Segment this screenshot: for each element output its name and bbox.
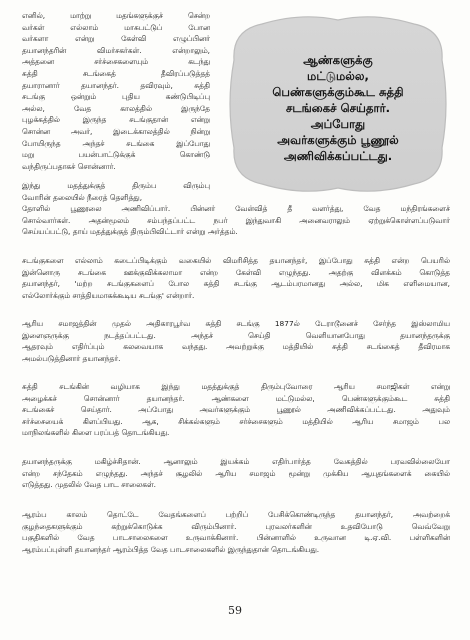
body-paragraph (22, 381, 450, 439)
text-line: ஆரம்பப்புள்ளி தயானந்தர் ஆரம்பித்த வேத பாடசாலைகளில் இருந்துதான் தொடங்கியது. (22, 544, 320, 554)
text-line: இந்து மதத்துக்குத் திரும்ப விரும்பு (22, 181, 210, 190)
text-line: இன்னொரு சடங்கை ஊக்குவிக்கலாமா என்ற கேள்வி எழுந்தது. அதற்கு விளக்கம் கொடுத்த (22, 267, 450, 277)
text-line: மாநிலங்களில் கிளை பரப்பத் தொடங்கியது. (22, 428, 170, 438)
text-line: தோளில் பூணூலை அணிவிப்பார். பின்னர் வேள்வித் தீ வளர்த்து, வேத மந்திரங்களைச் (22, 204, 450, 213)
pull-quote-line: ஆண்களுக்கு (303, 53, 373, 67)
text-line: சடங்குகளை எல்லாம் கடைப்பிடிக்கும் வகையில் விமரிசித்த தயானந்தர், இப்போது சுத்தி என்ற பெயரில் (22, 256, 450, 265)
pull-quote-line: அணிவிக்கப்பட்டது. (283, 149, 393, 163)
text-line: தயானந்தரின் விமர்சகர்கள். என்றாலும், (22, 45, 210, 55)
pull-quote-line: அப்போது (310, 117, 366, 131)
text-line: எல்லோர்க்கும் சாத்தியமாகக்கூடிய சடங்கு' என்றார். (22, 290, 195, 300)
text-line: சர்ச்சையைக் கிளப்பியது. ஆக, சிக்கல்களும் சர்ச்சைகளும் மத்தியில் ஆரிய சமாஜம் பல (22, 416, 450, 426)
pull-quote-line: அவர்களுக்கும் பூணூல் (277, 133, 399, 147)
text-line: புழக்கத்தில் இருந்த சடங்குதான் என்று (22, 115, 210, 125)
text-line: எனில், மாற்று மதங்களுக்குச் சென்ற (22, 11, 210, 20)
text-line: தயாரானார் தயானந்தர். தவிரவும், சுத்தி (22, 80, 210, 90)
text-line: அமல்படுத்தினார் தயானந்தர். (22, 353, 121, 363)
text-line: தயானந்தருக்கு மகிழ்ச்சிதான். ஆனாலும் இயக்கம் எதிர்பார்த்த வேகத்தில் பரவவில்லையோ (22, 457, 450, 466)
text-line: தயானந்தர், 'மற்ற சடங்குகளைப் போல சுத்தி சடங்கு ஆடம்பரமானது அல்ல, மிக எளிமையான, (22, 279, 450, 289)
pull-quote-line: பெண்களுக்கும்கூட சுத்தி (272, 85, 404, 99)
text-line: எடுத்தது. முதலில் வேத பாட சாலைகள். (22, 480, 157, 490)
body-paragraph (22, 180, 210, 203)
page-number: 59 (228, 604, 242, 617)
body-paragraph (22, 456, 450, 491)
text-line: சுத்தி சடங்கைத் தீவிரப்படுத்தத் (22, 68, 210, 78)
text-line: போயிருந்த அந்தச் சடங்கை இப்போது (22, 138, 210, 148)
pull-quote-text (240, 52, 436, 164)
text-line: பகுதிகளில் வேத பாடசாலைகளை உருவாக்கினார். பின்னாளில் உருவான டி.ஏ.வி. பள்ளிகளின் (22, 533, 450, 543)
text-line: அத்தனை சர்ச்சைகளையும் கடந்து (22, 57, 210, 67)
body-paragraph (22, 318, 450, 364)
text-line: சடங்கைச் செய்தார். அப்போது அவர்களுக்கும் பூணூல் அணிவிக்கப்பட்டது. அதுவும் (22, 405, 450, 415)
text-line: ஆதரவும் எதிர்ப்பும் கலவையாக வந்தது. அவற்றுக்கு மத்தியில் சுத்தி சடங்கைத் தீவிரமாக (22, 342, 450, 352)
text-line: அல்ல, வேத காலத்தில் இருந்தே (22, 103, 210, 113)
text-line: ஆரம்ப காலம் தொட்டே வேதங்களைப் பற்றிப் பேசிக்கொண்டிருந்த தயானந்தர், அவற்றைக் (22, 510, 450, 519)
pull-quote-line: சடங்கைச் செய்தார். (285, 101, 391, 115)
text-line: வர்களா என்று கேள்வி எழுப்பினர் (22, 34, 210, 44)
text-line: வோரின் தலையில் நீரைத் தெளித்து, (22, 192, 143, 202)
text-line: என்ற சந்தேகம் எழுந்தது. அந்தச் சூழலில் ஆரிய சமாஜம் மூன்று முக்கிய ஆயுதங்களைக் கையில் (22, 468, 450, 478)
text-line: குழந்தைகளுக்கும் கற்றுக்கொடுக்க விரும்பினார். புரவலர்களின் உதவியோடு வெவ்வேறு (22, 521, 450, 531)
body-paragraph (22, 509, 450, 555)
text-line: சொல்வார்கள். அதன்மூலம் சம்பந்தப்பட்ட நபர் இந்துவாகி அனைவராலும் ஏற்றுக்கொள்ளப்படுவார் (22, 215, 450, 225)
text-line: வந்திருப்பதாகச் சொன்னார். (22, 161, 116, 171)
text-line: சடங்கு ஒன்றும் புதிய கண்டுபிடிப்பு (22, 92, 210, 102)
body-paragraph (22, 255, 450, 301)
text-line: சொன்ன அவர், இடைக்காலத்தில் நின்று (22, 126, 210, 136)
body-paragraph (22, 10, 210, 172)
pull-quote-box (222, 10, 454, 198)
text-line: செய்யப்பட்டு, தாய் மதத்துக்குத் திரும்பிவிட்டார் என்று அர்த்தம். (22, 227, 238, 237)
text-line: ஆரிய சமாஜத்தின் முதல் அதிகாரபூர்வ சுத்தி சடங்கு 1877ல் டேராடூனைச் சேர்ந்த இஸ்லாமிய (22, 319, 450, 328)
text-line: வர்கள் எல்லாம் மாசுபட்டுப் போன (22, 22, 210, 32)
text-line: அழைக்கச் சொன்னார் தயானந்தர். ஆண்களை மட்டுமல்ல, பெண்களுக்கும்கூட சுத்தி (22, 393, 450, 403)
pull-quote-line: மட்டுமல்ல, (307, 69, 369, 83)
text-line: மறு பயன்பாட்டுக்குக் கொண்டு (22, 150, 210, 160)
text-line: சுத்தி சடங்கின் வழியாக இந்து மதத்துக்குத் திரும்புவோரை ஆரிய சமாஜிகள் என்று (22, 382, 450, 391)
body-paragraph (22, 203, 450, 238)
text-line: இளைஞருக்கு நடத்தப்பட்டது. அந்தச் செய்தி வெளியானபோது தயானந்தருக்கு (22, 330, 450, 340)
